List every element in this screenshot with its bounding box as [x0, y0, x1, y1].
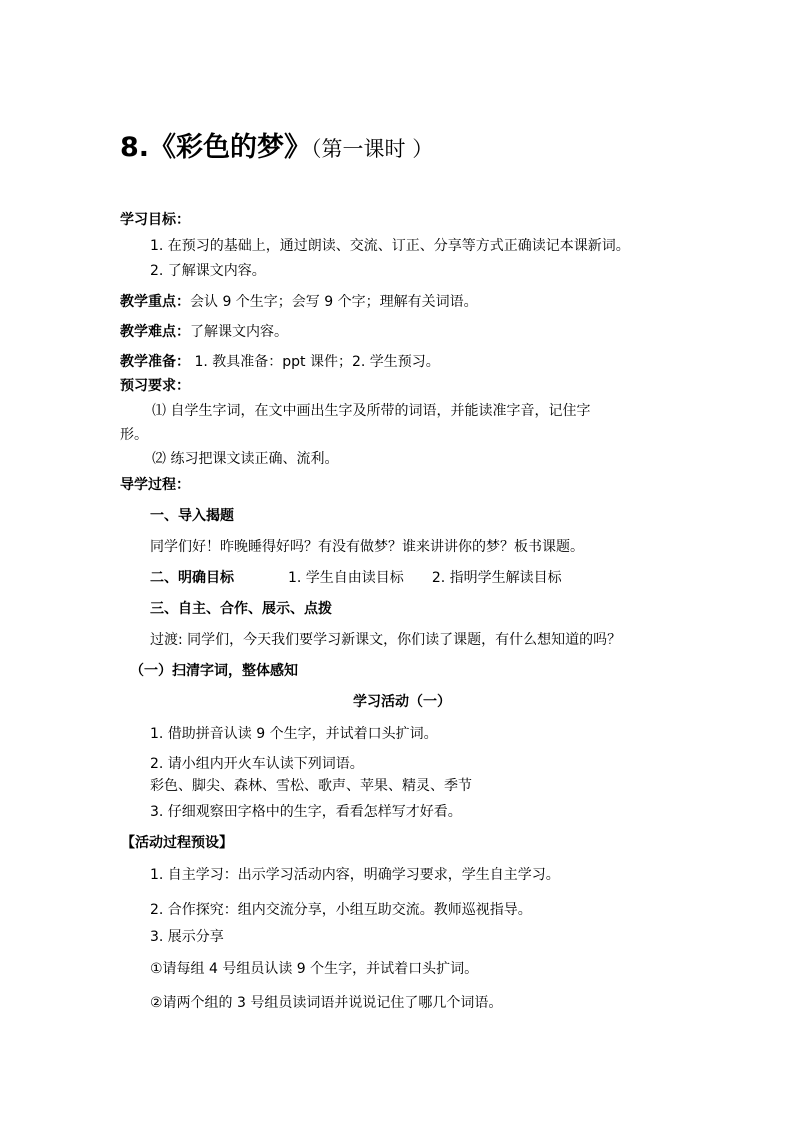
- preparation-text: 1. 教具准备：ppt 课件；2. 学生预习。: [190, 354, 440, 370]
- objective-item-2: 2. 了解课文内容。: [150, 263, 266, 279]
- preview-item-2: ⑵ 练习把课文读正确、流利。: [152, 451, 339, 467]
- title-sub: （第一课时 ）: [311, 137, 434, 161]
- activity-item-3: 3. 仔细观察田字格中的生字，看看怎样写才好看。: [150, 804, 462, 820]
- activity-words: 彩色、脚尖、森林、雪松、歌声、苹果、精灵、季节: [150, 778, 472, 794]
- preview-item-1-line-1: ⑴ 自学生字词，在文中画出生字及所带的词语，并能读准字音，记住字: [152, 403, 591, 419]
- preset-item-1: 1. 自主学习：出示学习活动内容，明确学习要求，学生自主学习。: [150, 867, 560, 883]
- section-2-item-1: 1. 学生自由读目标: [288, 570, 404, 586]
- section-3-text: 过渡: 同学们，今天我们要学习新课文，你们读了课题，有什么想知道的吗？: [150, 632, 622, 648]
- section-1-title: 一、导入揭题: [150, 508, 234, 524]
- difficulty-row: [120, 323, 288, 341]
- preset-item-2: 2. 合作探究：组内交流分享，小组互助交流。教师巡视指导。: [150, 902, 532, 918]
- activity-item-2: 2. 请小组内开火车认读下列词语。: [150, 756, 364, 772]
- preset-heading: 【活动过程预设】: [121, 835, 233, 851]
- activity-title: 学习活动（一）: [353, 694, 451, 710]
- objectives-heading: 学习目标：: [120, 212, 190, 228]
- preview-item-1-line-2: 形。: [120, 427, 148, 443]
- title-main: 8.《彩色的梦》: [120, 132, 312, 163]
- section-3-title: 三、自主、合作、展示、点拨: [150, 601, 332, 617]
- preview-heading: 预习要求：: [120, 378, 190, 394]
- difficulty-label: 教学难点：: [120, 324, 190, 340]
- key-points-text: 会认 9 个生字；会写 9 个字；理解有关词语。: [190, 294, 478, 310]
- preparation-label: 教学准备：: [120, 354, 190, 370]
- objective-item-1: 1. 在预习的基础上，通过朗读、交流、订正、分享等方式正确读记本课新词。: [150, 238, 630, 254]
- section-2-item-2: 2. 指明学生解读目标: [431, 570, 562, 586]
- preparation-row: [120, 353, 440, 371]
- difficulty-text: 了解课文内容。: [190, 324, 288, 340]
- preset-item-3: 3. 展示分享: [150, 929, 224, 945]
- preset-item-3a: ①请每组 4 号组员认读 9 个生字，并试着口头扩词。: [150, 961, 479, 977]
- section-1-text: 同学们好！昨晚睡得好吗？有没有做梦？谁来讲讲你的梦？板书课题。: [150, 539, 584, 555]
- section-2-title: 二、明确目标: [150, 570, 234, 586]
- process-heading: 导学过程：: [120, 477, 190, 493]
- key-points-label: 教学重点：: [120, 294, 190, 310]
- activity-item-1: 1. 借助拼音认读 9 个生字，并试着口头扩词。: [150, 726, 438, 742]
- section-2-row: [150, 569, 562, 587]
- key-points-row: [120, 293, 478, 311]
- page-title: [120, 130, 433, 167]
- preset-item-3b: ②请两个组的 3 号组员读词语并说说记住了哪几个词语。: [150, 995, 503, 1011]
- subsection-1-title: （一）扫清字词，整体感知: [130, 663, 298, 679]
